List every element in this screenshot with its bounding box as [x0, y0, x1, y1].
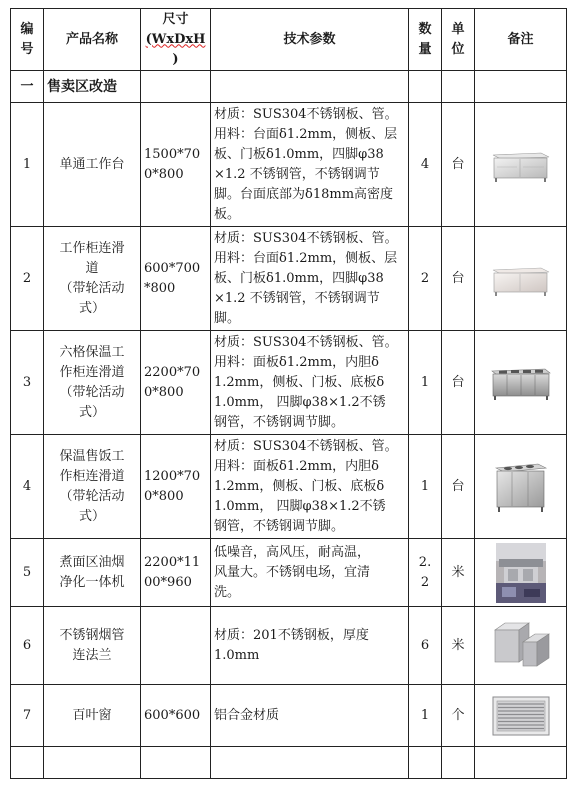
size-line: 0*800 [144, 384, 184, 400]
spec-line: 板。 [214, 206, 241, 222]
empty-cell [475, 71, 567, 103]
size-line: 1200*70 [144, 468, 201, 484]
spec-line: 材质：SUS304不锈钢板、管。 [214, 106, 398, 122]
size-line: 600*700 [144, 260, 201, 276]
size-line: 0*800 [144, 166, 184, 182]
product-name-line: （带轮活动 [59, 488, 125, 504]
size-line: 0*800 [144, 488, 184, 504]
product-spec [211, 103, 409, 227]
stainless-workbench-image [489, 145, 553, 185]
empty-cell [44, 747, 141, 779]
product-name-line: 六格保温工 [59, 344, 125, 360]
product-name-line: 净化一体机 [59, 574, 125, 590]
table-row [11, 103, 567, 227]
header-unit-line1: 单 [451, 21, 465, 37]
header-size-formula: (WxDxH [145, 31, 206, 47]
product-unit: 台 [442, 331, 475, 435]
product-name [44, 539, 141, 607]
product-name-line: 工作柜连滑 [59, 240, 125, 256]
product-unit: 米 [442, 607, 475, 685]
product-name-line: 不锈钢烟管 [59, 627, 125, 643]
product-unit: 台 [442, 435, 475, 539]
spec-line: 用料：面板δ1.2mm，内胆δ [214, 354, 379, 370]
product-name-line: 道 [85, 260, 99, 276]
spec-line: 风量大。不锈钢电场，宜清 [214, 564, 371, 580]
product-name-line: 式） [78, 508, 105, 524]
table-row [11, 685, 567, 747]
spec-line: 钢管，不锈钢调节脚。 [214, 414, 345, 430]
empty-cell [442, 71, 475, 103]
product-name [44, 607, 141, 685]
section-title: 售卖区改造 [44, 71, 141, 103]
product-name [44, 103, 141, 227]
header-qty [409, 9, 442, 71]
spec-line: ×1.2 不锈钢管，不锈钢调节 [214, 166, 380, 182]
serving-warmer-cabinet-image [492, 456, 550, 518]
product-name-line: 式） [78, 404, 105, 420]
size-line: *800 [144, 280, 176, 296]
spec-line: 板、门板δ1.0mm，四脚φ38 [214, 146, 384, 162]
louver-vent-image [492, 696, 550, 736]
table-row [11, 539, 567, 607]
product-image-cell [475, 685, 567, 747]
spec-line: ×1.2 不锈钢管，不锈钢调节 [214, 290, 380, 306]
size-line: 600*600 [144, 707, 201, 723]
product-qty: 6 [409, 607, 442, 685]
header-no-line2: 号 [20, 41, 34, 57]
product-name-line: 连法兰 [72, 647, 112, 663]
stainless-duct-image [491, 620, 551, 672]
spec-line: 材质：SUS304不锈钢板、管。 [214, 230, 398, 246]
food-warmer-cabinet-image [489, 362, 553, 404]
spec-line: 材质：SUS304不锈钢板、管。 [214, 334, 398, 350]
header-unit-line2: 位 [451, 41, 465, 57]
product-qty: 1 [409, 685, 442, 747]
product-image-cell [475, 331, 567, 435]
product-unit: 台 [442, 103, 475, 227]
product-size [141, 103, 211, 227]
spec-line: 板、门板δ1.0mm，四脚φ38 [214, 270, 384, 286]
product-size [141, 685, 211, 747]
table-row [11, 435, 567, 539]
header-size-line3: ) [172, 51, 179, 67]
fume-purifier-photo [496, 543, 546, 603]
spec-line: 洗。 [214, 584, 241, 600]
product-size [141, 227, 211, 331]
product-size [141, 539, 211, 607]
product-name-line: 煮面区油烟 [59, 554, 125, 570]
spec-line: 1.0mm [214, 647, 260, 663]
product-name [44, 331, 141, 435]
spec-line: 低噪音，高风压，耐高温， [214, 544, 371, 560]
empty-cell [211, 747, 409, 779]
product-name-line: 作柜连滑道 [59, 468, 125, 484]
size-line: 00*960 [144, 574, 192, 590]
empty-cell [211, 71, 409, 103]
header-qty-line2: 量 [418, 41, 432, 57]
spec-line: 铝合金材质 [214, 707, 280, 723]
empty-cell [11, 747, 44, 779]
spec-line: 1.0mm， 四脚φ38×1.2不锈 [214, 498, 386, 514]
header-size [141, 9, 211, 71]
size-line: 2200*11 [144, 554, 201, 570]
product-qty: 4 [409, 103, 442, 227]
product-image-cell [475, 103, 567, 227]
stainless-cabinet-image [489, 259, 553, 299]
header-no-line1: 编 [20, 21, 34, 37]
product-spec [211, 685, 409, 747]
product-image-cell [475, 539, 567, 607]
section-no: 一 [11, 71, 44, 103]
size-line: 2200*70 [144, 364, 201, 380]
header-row [11, 9, 567, 71]
product-spec [211, 227, 409, 331]
header-no [11, 9, 44, 71]
section-row [11, 71, 567, 103]
size-line: 1500*70 [144, 146, 201, 162]
equipment-list-table [10, 8, 567, 779]
product-name-line: 单通工作台 [59, 156, 125, 172]
product-image-cell [475, 227, 567, 331]
row-no: 3 [11, 331, 44, 435]
product-name [44, 435, 141, 539]
spec-line: 1.2mm，侧板、门板、底板δ [214, 374, 385, 390]
row-no: 5 [11, 539, 44, 607]
header-name: 产品名称 [44, 9, 141, 71]
qty-line: 2. [418, 554, 432, 570]
row-no: 4 [11, 435, 44, 539]
spec-line: 材质：SUS304不锈钢板、管。 [214, 438, 398, 454]
product-unit: 米 [442, 539, 475, 607]
product-name [44, 685, 141, 747]
product-size [141, 331, 211, 435]
empty-cell [475, 747, 567, 779]
header-remark: 备注 [475, 9, 567, 71]
product-image-cell [475, 435, 567, 539]
spec-line: 用料：台面δ1.2mm，侧板、层 [214, 250, 398, 266]
product-name [44, 227, 141, 331]
product-name-line: 作柜连滑道 [59, 364, 125, 380]
header-qty-line1: 数 [418, 21, 432, 37]
empty-cell [141, 747, 211, 779]
header-size-line1: 尺寸 [162, 11, 189, 27]
product-spec [211, 331, 409, 435]
spec-line: 用料：台面δ1.2mm，侧板、层 [214, 126, 398, 142]
product-name-line: 百叶窗 [72, 707, 112, 723]
product-name-line: （带轮活动 [59, 384, 125, 400]
row-no: 2 [11, 227, 44, 331]
product-unit: 台 [442, 227, 475, 331]
row-no: 7 [11, 685, 44, 747]
table-row [11, 607, 567, 685]
product-spec [211, 539, 409, 607]
empty-cell [442, 747, 475, 779]
table-row [11, 227, 567, 331]
empty-cell [141, 71, 211, 103]
product-name-line: 保温售饭工 [59, 448, 125, 464]
product-spec [211, 607, 409, 685]
product-qty: 1 [409, 435, 442, 539]
product-image-cell [475, 607, 567, 685]
product-name-line: （带轮活动 [59, 280, 125, 296]
empty-row [11, 747, 567, 779]
header-spec: 技术参数 [211, 9, 409, 71]
spec-line: 脚。台面底部为δ18mm高密度 [214, 186, 394, 202]
row-no: 6 [11, 607, 44, 685]
product-name-line: 式） [78, 300, 105, 316]
product-qty [409, 539, 442, 607]
product-size [141, 435, 211, 539]
spec-line: 材质：201不锈钢板，厚度 [214, 627, 369, 643]
product-size [141, 607, 211, 685]
spec-line: 1.0mm， 四脚φ38×1.2不锈 [214, 394, 386, 410]
header-unit [442, 9, 475, 71]
product-spec [211, 435, 409, 539]
empty-cell [409, 747, 442, 779]
spec-line: 脚。 [214, 310, 241, 326]
empty-cell [409, 71, 442, 103]
spec-line: 钢管，不锈钢调节脚。 [214, 518, 345, 534]
product-qty: 1 [409, 331, 442, 435]
table-row [11, 331, 567, 435]
spec-line: 用料：面板δ1.2mm，内胆δ [214, 458, 379, 474]
spec-line: 1.2mm，侧板、门板、底板δ [214, 478, 385, 494]
product-qty: 2 [409, 227, 442, 331]
qty-line: 2 [420, 574, 430, 590]
row-no: 1 [11, 103, 44, 227]
product-unit: 个 [442, 685, 475, 747]
